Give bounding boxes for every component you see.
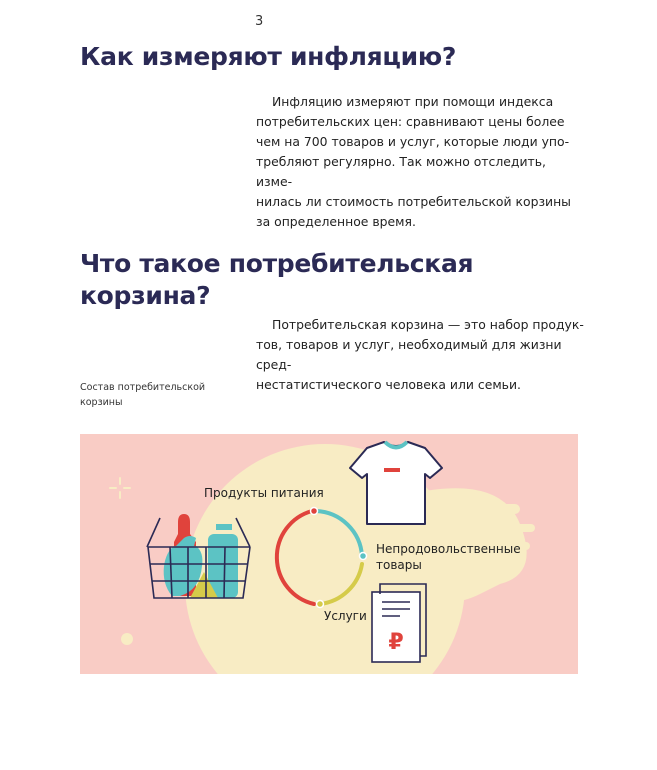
label-line: Непродовольственные	[376, 542, 521, 556]
caption-line: Состав потребительской	[80, 382, 206, 393]
decor-dot	[436, 608, 456, 628]
text-line: нестатистического человека или семьи.	[256, 377, 521, 392]
ruble-symbol: ₽	[388, 630, 404, 655]
paragraph-basket	[256, 315, 586, 395]
label-services: Услуги	[324, 609, 367, 623]
basket-infographic	[80, 434, 578, 674]
text-line: чем на 700 товаров и услуг, которые люди упо-	[256, 134, 570, 149]
label-line: товары	[376, 558, 422, 572]
paragraph-inflation	[256, 92, 576, 232]
marker-nonfood	[360, 553, 367, 560]
text-line: Инфляцию измеряют при помощи индекса	[272, 94, 554, 109]
text-line: тов, товаров и услуг, необходимый для жизни сред-	[256, 337, 562, 372]
marker-services	[317, 601, 324, 608]
decor-dot	[121, 633, 133, 645]
text-line: Потребительская корзина — это набор продук-	[272, 317, 584, 332]
marker-food	[311, 508, 318, 515]
section-title-inflation: Как измеряют инфляцию?	[80, 42, 457, 71]
receipt-icon	[372, 584, 426, 662]
caption-line: корзины	[80, 397, 123, 408]
label-nonfood	[376, 541, 546, 573]
text-line: нилась ли стоимость потребительской корзины	[256, 194, 571, 209]
label-food: Продукты питания	[204, 486, 324, 500]
text-line: требляют регулярно. Так можно отследить, изме-	[256, 154, 546, 189]
sparkle-icon	[110, 478, 130, 498]
section-title-basket: Что такое потребительская корзина?	[80, 249, 474, 310]
figure-caption	[80, 380, 220, 410]
text-line: потребительских цен: сравнивают цены более	[256, 114, 565, 129]
page-number: 3	[255, 14, 264, 29]
text-line: за определенное время.	[256, 214, 416, 229]
